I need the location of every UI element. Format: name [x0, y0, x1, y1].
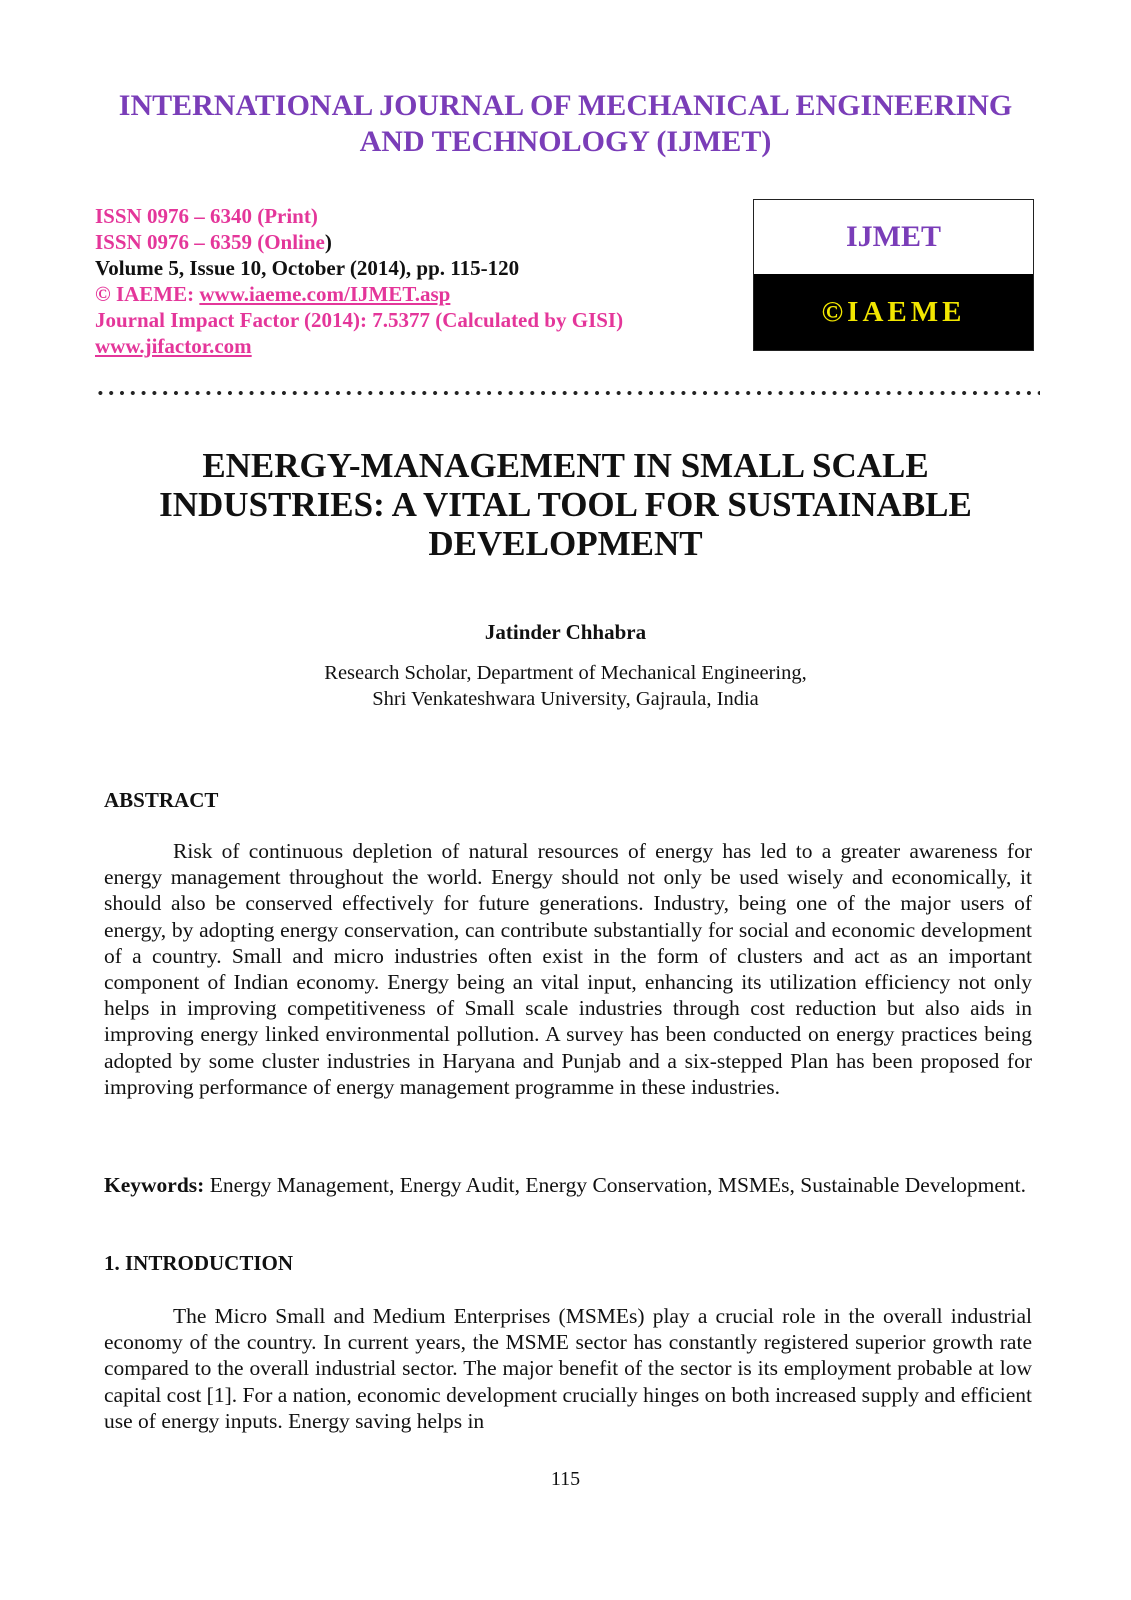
dotted-divider: [95, 390, 1040, 396]
journal-logo: [753, 199, 1034, 351]
paper-title-line1: ENERGY-MANAGEMENT IN SMALL SCALE: [202, 446, 929, 485]
logo-iaeme: ©IAEME: [754, 274, 1033, 350]
abstract-heading: ABSTRACT: [104, 788, 219, 812]
affiliation-line1: Research Scholar, Department of Mechanical Engineering,: [324, 662, 807, 684]
volume-info: Volume 5, Issue 10, October (2014), pp. 115-120: [95, 256, 520, 280]
iaeme-line: [95, 281, 623, 307]
iaeme-link[interactable]: www.iaeme.com/IJMET.asp: [199, 282, 451, 306]
keywords-text: Energy Management, Energy Audit, Energy Conservation, MSMEs, Sustainable Development.: [204, 1173, 1026, 1197]
iaeme-prefix: © IAEME:: [95, 282, 200, 306]
issn-online-paren: ): [324, 230, 332, 254]
introduction-heading: 1. INTRODUCTION: [104, 1251, 294, 1275]
impact-factor: Journal Impact Factor (2014): 7.5377 (Calculated by GISI): [95, 308, 624, 332]
paper-title-line2: INDUSTRIES: A VITAL TOOL FOR SUSTAINABLE: [159, 485, 972, 524]
paper-title-line3: DEVELOPMENT: [428, 524, 703, 563]
paper-title: [0, 446, 1131, 563]
journal-title-line1: INTERNATIONAL JOURNAL OF MECHANICAL ENGINEERING: [118, 89, 1013, 122]
journal-meta: [95, 203, 623, 359]
journal-title: [0, 88, 1131, 160]
issn-online: ISSN 0976 – 6359 (Online: [95, 230, 325, 254]
jifactor-link[interactable]: www.jifactor.com: [95, 334, 252, 358]
issn-print: ISSN 0976 – 6340 (Print): [95, 204, 318, 228]
journal-title-line2: AND TECHNOLOGY (IJMET): [359, 125, 772, 158]
author-affiliation: [0, 660, 1131, 712]
affiliation-line2: Shri Venkateshwara University, Gajraula, India: [372, 688, 759, 710]
keywords-label: Keywords:: [104, 1173, 205, 1197]
author-name: Jatinder Chhabra: [484, 620, 647, 644]
page-number: 115: [550, 1468, 581, 1490]
logo-ijmet: IJMET: [754, 200, 1033, 274]
abstract-text: Risk of continuous depletion of natural resources of energy has led to a greater awareness for energy management throughout the world. Energy should not only be used wisely and economically, it should also be conserved effectively for future generations. Industry, being one of the major users of energy, by adopting energy conservation, can contribute substantially for social and economic development of a country. Small and micro industries often exist in the form of clusters and act as an important component of Indian economy. Energy being an vital input, enhancing its utilization efficiency not only helps in improving competitiveness of Small scale industries through cost reduction but also aids in improving energy linked environmental pollution. A survey has been conducted on energy practices being adopted by some cluster industries in Haryana and Punjab and a six-stepped Plan has been proposed for improving performance of energy management programme in these industries.: [104, 839, 1032, 1099]
introduction-text: The Micro Small and Medium Enterprises (MSMEs) play a crucial role in the overall industrial economy of the country. In current years, the MSME sector has constantly registered superior growth rate compared to the overall industrial sector. The major benefit of the sector is its employment probable at low capital cost [1]. For a nation, economic development crucially hinges on both increased supply and efficient use of energy inputs. Energy saving helps in: [104, 1304, 1032, 1433]
keywords: [104, 1172, 1032, 1198]
issn-online-line: [95, 229, 623, 255]
